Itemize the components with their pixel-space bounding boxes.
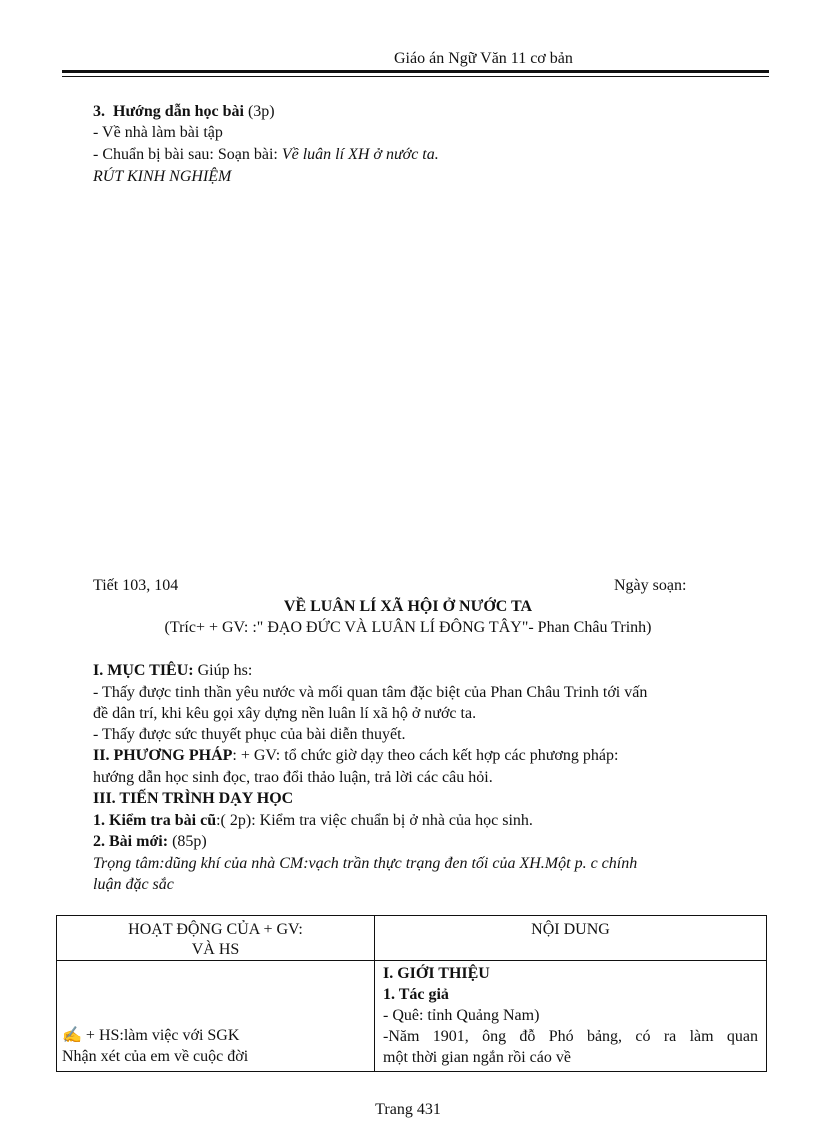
table-header-row <box>57 916 767 961</box>
header-left-line-2: VÀ HS <box>191 941 240 958</box>
content-cell <box>375 961 767 1072</box>
methods-line-2: hướng dẫn học sinh đọc, trao đổi thảo luận, trả lời các câu hỏi. <box>93 769 493 786</box>
new-lesson: 2. Bài mới: (85p) <box>93 833 207 850</box>
focus-line-a: Trọng tâm:dũng khí của nhà CM:vạch trần thực trạng đen tối của XH.Một p. c chính <box>93 855 638 872</box>
content-line-1: - Quê: tỉnh Quảng Nam) <box>383 1007 540 1024</box>
activity-line-2: Nhận xét của em về cuộc đời <box>62 1048 249 1065</box>
check-old-lesson: 1. Kiểm tra bài cũ:( 2p): Kiểm tra việc chuẩn bị ở nhà của học sinh. <box>93 812 533 829</box>
writing-hand-icon: ✍ <box>62 1027 82 1044</box>
header-title: Giáo án Ngữ Văn 11 cơ bản <box>394 50 573 67</box>
objective-item-1a: - Thấy được tinh thần yêu nước và mối quan tâm đặc biệt của Phan Châu Trinh tới vấn <box>93 684 648 701</box>
homework-line: - Về nhà làm bài tập <box>93 124 223 141</box>
content-line-2b: một thời gian ngắn rồi cáo về <box>383 1049 571 1066</box>
experience-heading: RÚT KINH NGHIỆM <box>93 168 232 185</box>
page-number: Trang 431 <box>375 1101 441 1118</box>
lesson-period: Tiết 103, 104 <box>93 577 179 594</box>
activity-line-1: ✍ + HS:làm việc với SGK <box>62 1027 240 1044</box>
prepare-line: - Chuẩn bị bài sau: Soạn bài: Về luân lí XH ở nước ta. <box>93 146 439 163</box>
lesson-subtitle: (Tríc+ + GV: :" ĐẠO ĐỨC VÀ LUÂN LÍ ĐÔNG TÂY"- Phan Châu Trinh) <box>164 619 652 636</box>
lesson-title: VỀ LUÂN LÍ XÃ HỘI Ở NƯỚC TA <box>283 598 533 615</box>
header-rule-thin <box>62 76 769 77</box>
process-heading: III. TIẾN TRÌNH DẠY HỌC <box>93 790 294 807</box>
objectives-heading: I. MỤC TIÊU: Giúp hs: <box>93 662 253 679</box>
objective-item-2: - Thấy được sức thuyết phục của bài diễn thuyết. <box>93 726 406 743</box>
activity-table <box>56 915 767 1072</box>
lesson-date-label: Ngày soạn: <box>614 577 687 594</box>
header-rule-thick <box>62 70 769 73</box>
table-row <box>57 961 767 1072</box>
objective-item-1b: đề dân trí, khi kêu gọi xây dựng nền luân lí xã hộ ở nước ta. <box>93 705 477 722</box>
header-left-line-1: HOẠT ĐỘNG CỦA + GV: <box>128 921 303 938</box>
table-header-right: NỘI DUNG <box>375 916 767 961</box>
content-subheading: 1. Tác giả <box>383 986 449 1003</box>
content-line-2a: -Năm 1901, ông đỗ Phó bảng, có ra làm quan <box>383 1028 758 1045</box>
guide-heading: 3. Hướng dẫn học bài (3p) <box>93 103 275 120</box>
methods-heading: II. PHƯƠNG PHÁP: + GV: tổ chức giờ dạy theo cách kết hợp các phương pháp: <box>93 747 619 764</box>
content-section-heading: I. GIỚI THIỆU <box>383 965 490 982</box>
focus-line-b: luận đặc sắc <box>93 876 174 893</box>
table-header-left <box>57 916 375 961</box>
activity-cell <box>57 961 375 1072</box>
